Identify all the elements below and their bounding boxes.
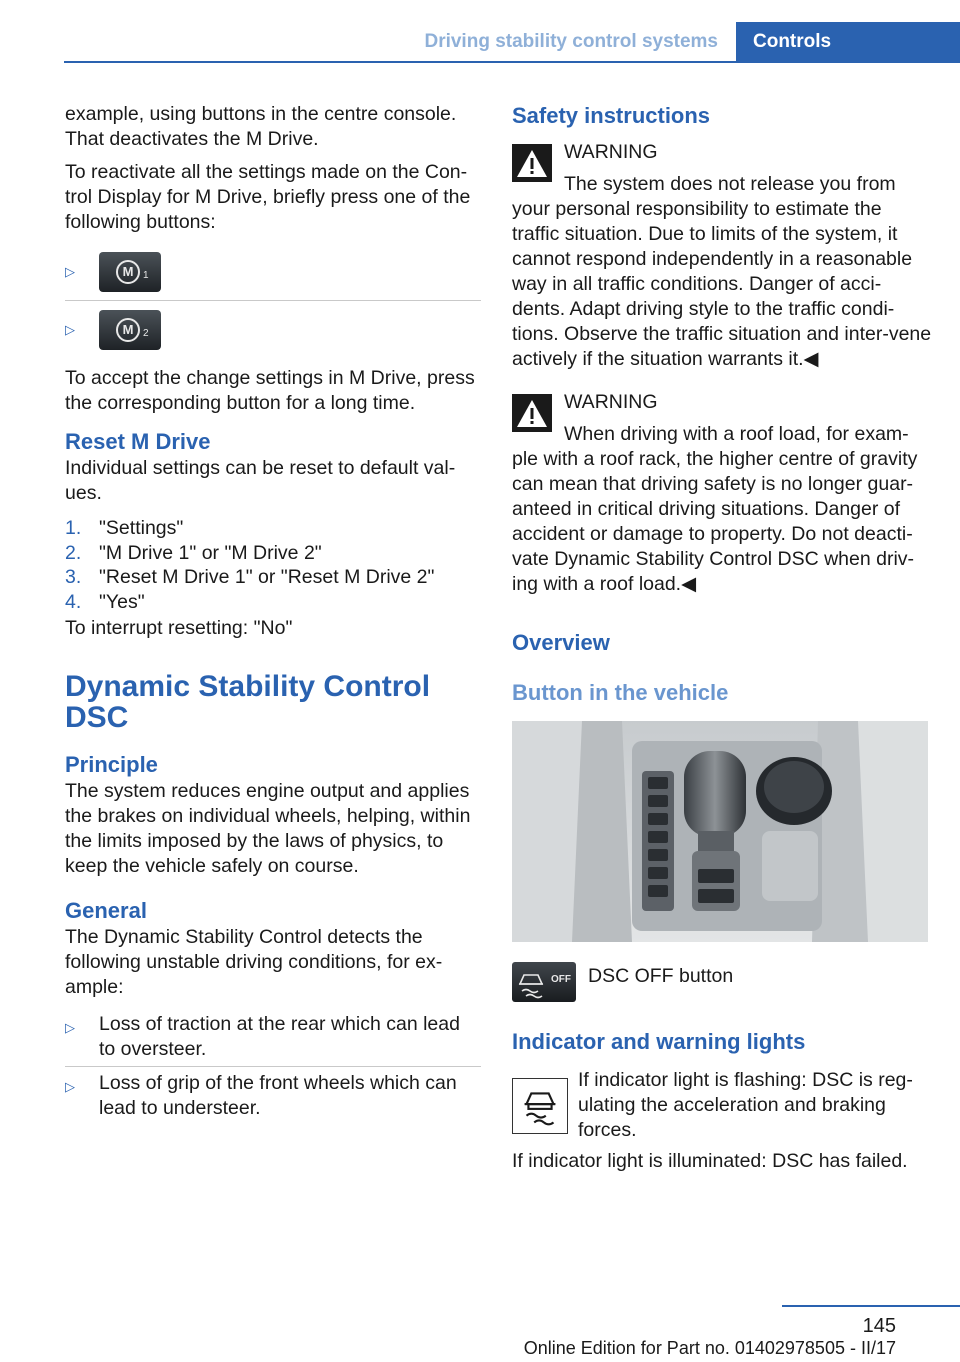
warning-text-first: The system does not release you from bbox=[564, 173, 896, 195]
warning-label: WARNING bbox=[564, 391, 658, 413]
intro-paragraph: example, using buttons in the centre console. That deactivates the M Drive. bbox=[65, 103, 457, 150]
header-section-title: Driving stability control systems bbox=[424, 31, 718, 52]
warning-text: ple with a roof rack, the higher centre of gravity can mean that driving safety is no longer guar‐anteed in critical driving situations. Danger of accident or damage to property. Do not deacti‐vate Dynamic Stability Control DSC when driv‐ing with a roof load.◀ bbox=[512, 448, 918, 595]
indicator-heading: Indicator and warning lights bbox=[512, 1029, 806, 1054]
m1-button-item bbox=[65, 243, 481, 300]
footer-rule bbox=[782, 1305, 960, 1307]
triangle-bullet-icon: ▷ bbox=[65, 321, 75, 337]
list-item: ▷ Loss of grip of the front wheels which can lead to understeer. bbox=[65, 1072, 457, 1119]
list-item: ▷ Loss of traction at the rear which can lead to oversteer. bbox=[65, 1008, 481, 1067]
indicator-illuminated-text: If indicator light is illuminated: DSC has failed. bbox=[512, 1150, 908, 1172]
interrupt-paragraph: To interrupt resetting: "No" bbox=[65, 617, 293, 639]
dsc-button-row bbox=[512, 962, 932, 1002]
warning-triangle-icon bbox=[512, 144, 552, 182]
general-heading: General bbox=[65, 898, 147, 923]
safety-heading: Safety instructions bbox=[512, 103, 711, 128]
principle-heading: Principle bbox=[65, 752, 158, 777]
reset-heading: Reset M Drive bbox=[65, 429, 211, 454]
accept-paragraph: To accept the change settings in M Drive, press the corresponding button for a long time. bbox=[65, 367, 475, 414]
button-in-vehicle-heading: Button in the vehicle bbox=[512, 680, 729, 705]
warning-block bbox=[512, 390, 932, 597]
dsc-off-button-icon: OFF bbox=[512, 962, 576, 1002]
list-item: 1. "Settings" bbox=[65, 517, 184, 539]
overview-heading: Overview bbox=[512, 630, 610, 655]
warning-block bbox=[512, 140, 932, 372]
header-tab-controls[interactable]: Controls bbox=[736, 22, 960, 62]
m-drive-1-button-icon: M 1 bbox=[99, 252, 161, 292]
m2-button-item bbox=[65, 301, 481, 358]
list-item: 4. "Yes" bbox=[65, 590, 145, 613]
reset-paragraph: Individual settings can be reset to default val‐ues. bbox=[65, 457, 456, 504]
header-rule bbox=[64, 61, 960, 63]
triangle-bullet-icon: ▷ bbox=[65, 1079, 75, 1094]
principle-paragraph: The system reduces engine output and applies the brakes on individual wheels, helping, within the limits imposed by the laws of physics, to keep the vehicle safely on course. bbox=[65, 780, 471, 877]
dsc-indicator-icon bbox=[512, 1078, 568, 1134]
m-drive-2-button-icon: M 2 bbox=[99, 310, 161, 350]
left-column bbox=[65, 102, 481, 1125]
dsc-button-caption: DSC OFF button bbox=[588, 964, 734, 987]
warning-text: your personal responsibility to estimate the traffic situation. Due to limits of the system, it cannot respond independently in a reasonable way in all traffic conditions. Danger of acci‐dents. Adapt driving style to the traffic condi‐tions. Observe the traffic situation and inter‐vene actively if the situation warrants it.◀ bbox=[512, 198, 932, 370]
conditions-list bbox=[65, 1008, 481, 1125]
warning-label: WARNING bbox=[564, 141, 658, 163]
center-console-photo bbox=[512, 721, 928, 942]
center-console-image bbox=[512, 721, 928, 942]
right-column bbox=[512, 102, 932, 1182]
list-item: 2. "M Drive 1" or "M Drive 2" bbox=[65, 541, 322, 564]
triangle-bullet-icon: ▷ bbox=[65, 263, 75, 279]
edition-text: Online Edition for Part no. 01402978505 - II/17 bbox=[523, 1338, 896, 1358]
reactivate-paragraph: To reactivate all the settings made on the Con‐trol Display for M Drive, briefly press one of the following buttons: bbox=[65, 161, 471, 233]
list-item: 3. "Reset M Drive 1" or "Reset M Drive 2" bbox=[65, 566, 435, 588]
warning-text-first: When driving with a roof load, for exam‐ bbox=[564, 423, 909, 445]
indicator-block bbox=[512, 1068, 932, 1143]
indicator-flashing-text: If indicator light is flashing: DSC is reg‐ulating the acceleration and braking forces. bbox=[578, 1069, 913, 1141]
reset-steps-list bbox=[65, 516, 481, 614]
page-number: 145 bbox=[862, 1315, 896, 1337]
dsc-heading: Dynamic Stability Control DSC bbox=[65, 670, 431, 734]
triangle-bullet-icon: ▷ bbox=[65, 1020, 75, 1035]
general-paragraph: The Dynamic Stability Control detects the following unstable driving conditions, for ex‐ample: bbox=[65, 926, 443, 998]
warning-triangle-icon bbox=[512, 394, 552, 432]
